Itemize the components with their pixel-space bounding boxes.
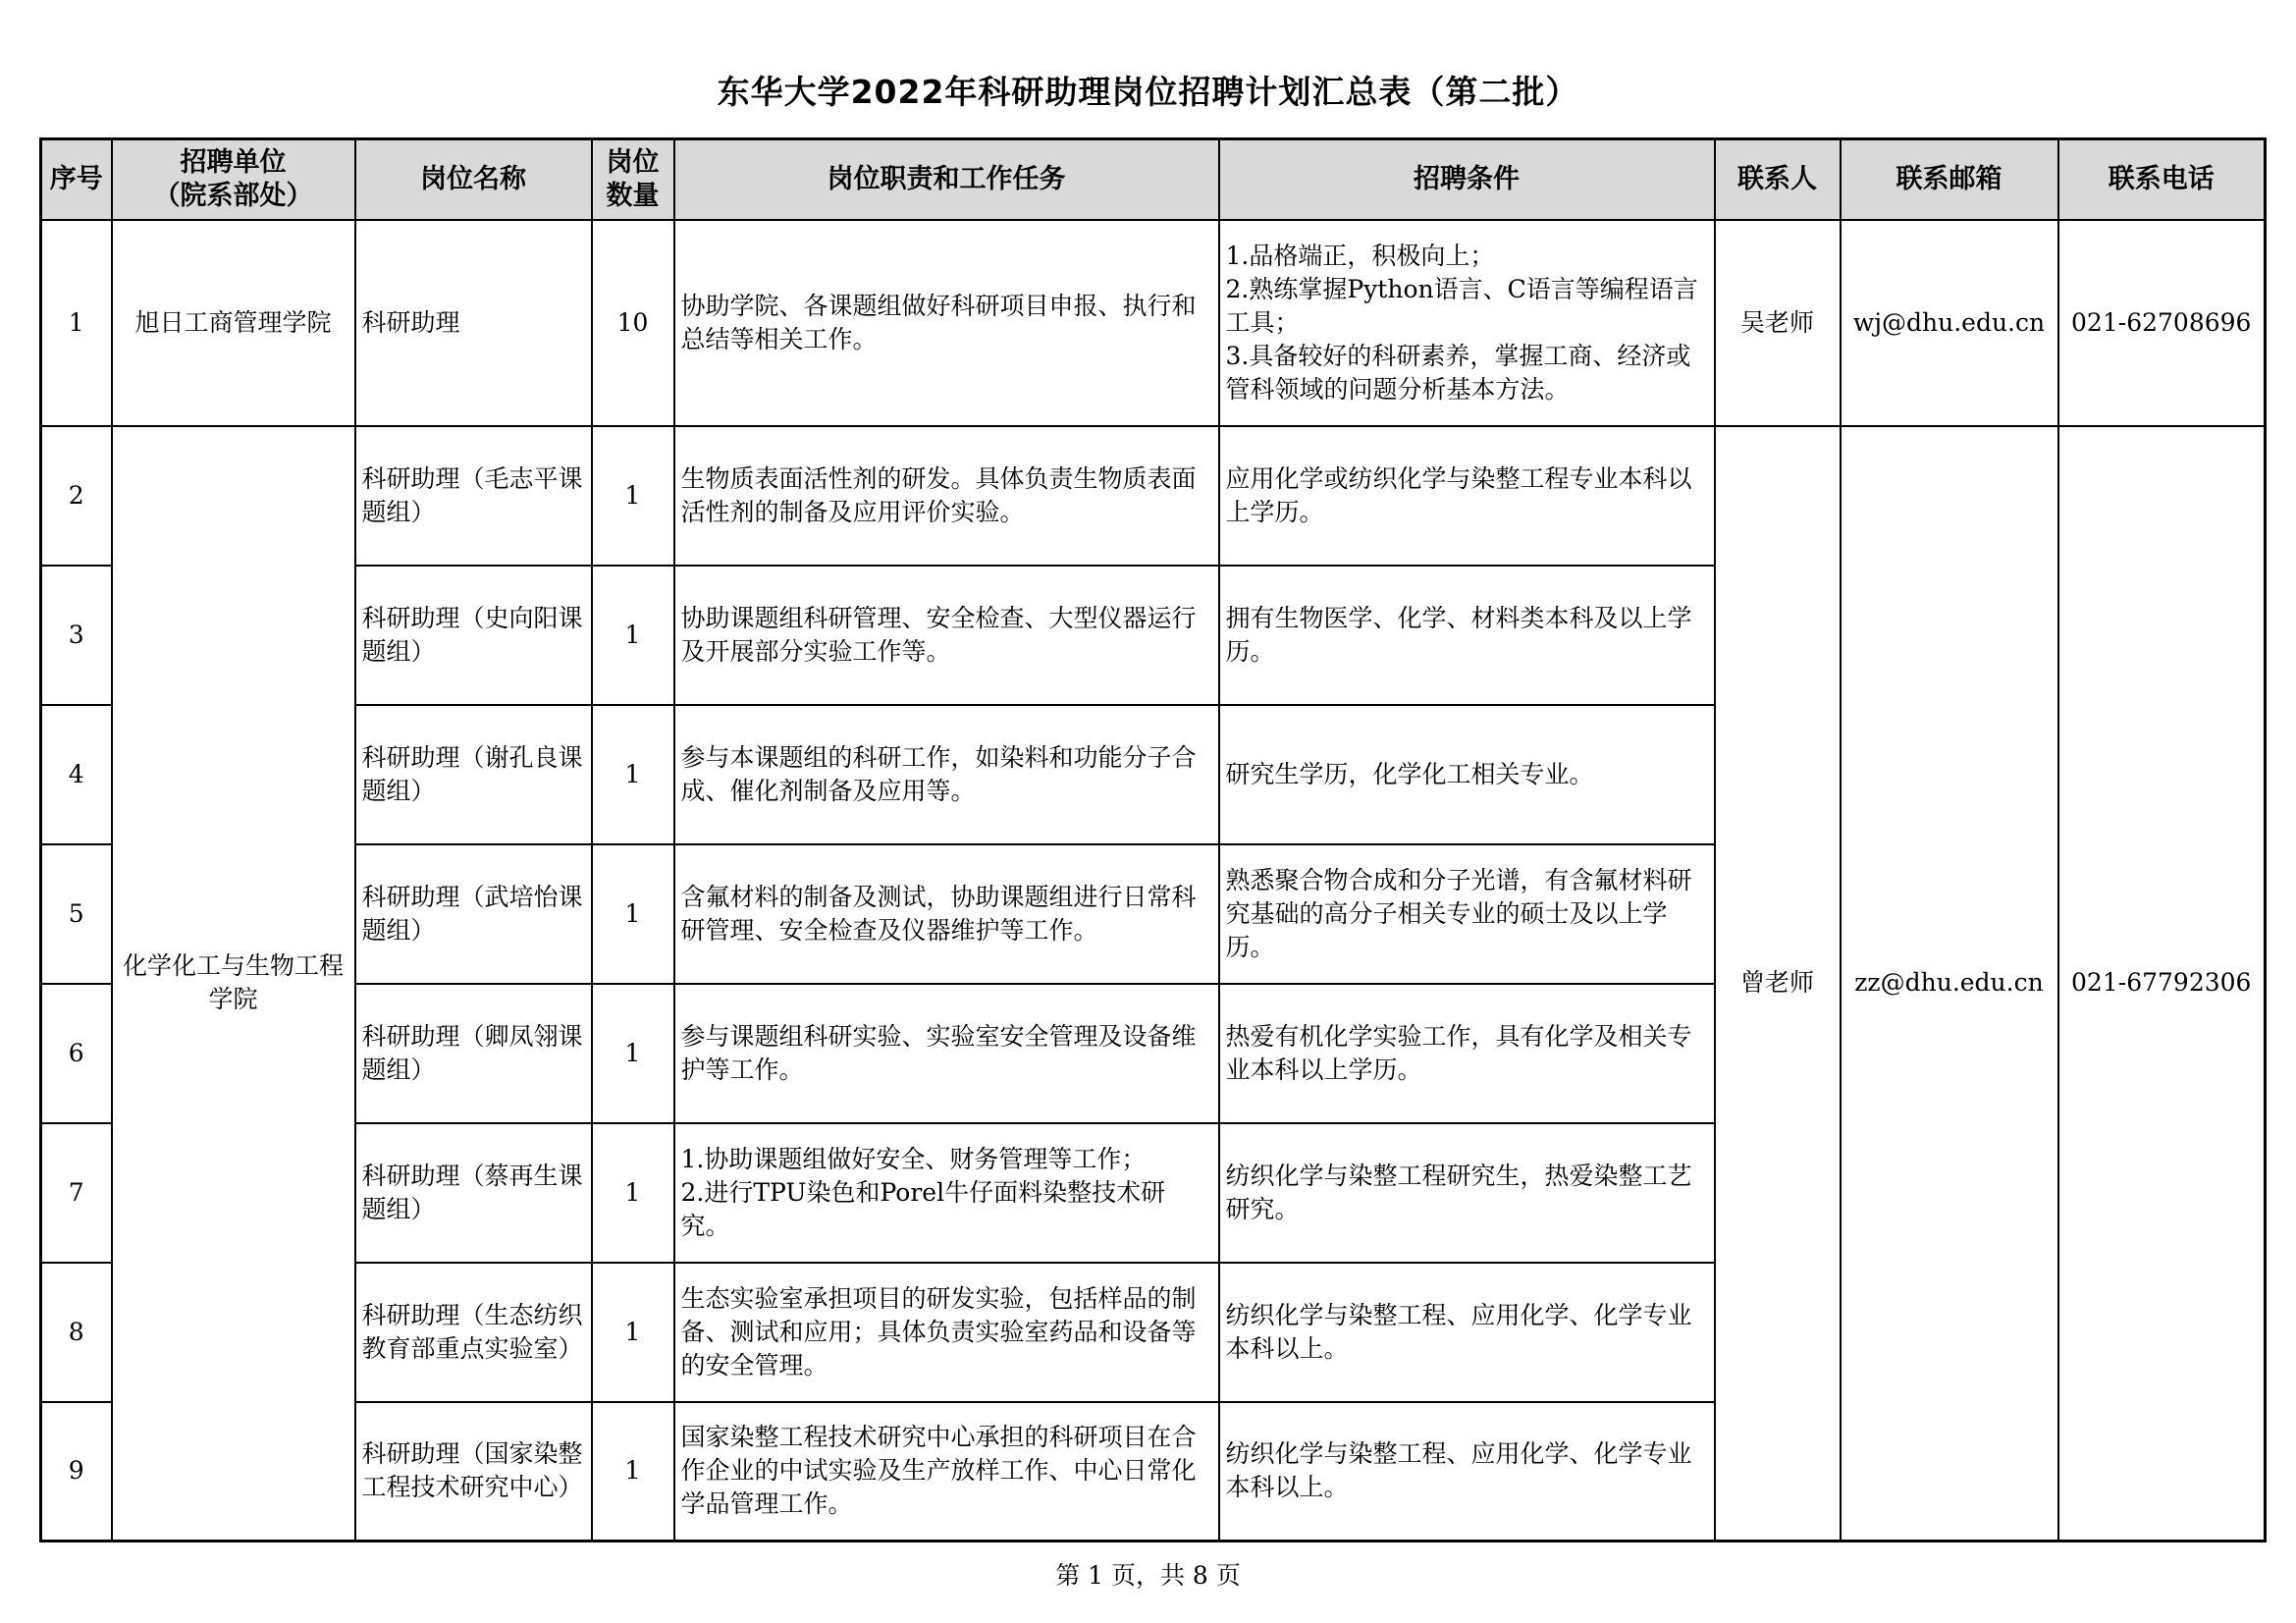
row-requirements: 熟悉聚合物合成和分子光谱，有含氟材料研究基础的高分子相关专业的硕士及以上学历。 — [1219, 844, 1715, 984]
row-seq: 9 — [41, 1402, 112, 1542]
table-row — [41, 220, 2266, 426]
header-contact: 联系人 — [1715, 139, 1841, 220]
row-requirements: 研究生学历，化学化工相关专业。 — [1219, 705, 1715, 844]
header-count: 岗位 数量 — [592, 139, 674, 220]
row-duties: 含氟材料的制备及测试，协助课题组进行日常科研管理、安全检查及仪器维护等工作。 — [674, 844, 1219, 984]
row-position: 科研助理（卿凤翎课题组） — [355, 984, 592, 1123]
row-requirements: 拥有生物医学、化学、材料类本科及以上学历。 — [1219, 566, 1715, 705]
header-duties: 岗位职责和工作任务 — [674, 139, 1219, 220]
row-requirements: 应用化学或纺织化学与染整工程专业本科以上学历。 — [1219, 426, 1715, 566]
row-count: 1 — [592, 844, 674, 984]
row-seq: 6 — [41, 984, 112, 1123]
row-count: 1 — [592, 984, 674, 1123]
row-count: 1 — [592, 1123, 674, 1263]
row-position: 科研助理（蔡再生课题组） — [355, 1123, 592, 1263]
row-duties: 生态实验室承担项目的研发实验，包括样品的制备、测试和应用；具体负责实验室药品和设备等的安全管理。 — [674, 1263, 1219, 1402]
row-duties: 参与课题组科研实验、实验室安全管理及设备维护等工作。 — [674, 984, 1219, 1123]
row-phone: 021-62708696 — [2058, 220, 2266, 426]
row-position: 科研助理（毛志平课题组） — [355, 426, 592, 566]
row-count: 1 — [592, 1263, 674, 1402]
row-position: 科研助理（武培怡课题组） — [355, 844, 592, 984]
table-body — [41, 139, 2266, 1542]
row-duties: 生物质表面活性剂的研发。具体负责生物质表面活性剂的制备及应用评价实验。 — [674, 426, 1219, 566]
row-duties: 国家染整工程技术研究中心承担的科研项目在合作企业的中试实验及生产放样工作、中心日常化学品管理工作。 — [674, 1402, 1219, 1542]
row-unit: 化学化工与生物工程学院 — [112, 426, 355, 1542]
row-email: wj@dhu.edu.cn — [1841, 220, 2058, 426]
header-email: 联系邮箱 — [1841, 139, 2058, 220]
row-contact: 曾老师 — [1715, 426, 1841, 1542]
row-requirements: 1.品格端正，积极向上； 2.熟练掌握Python语言、C语言等编程语言工具； 3.具备较好的科研素养，掌握工商、经济或管科领域的问题分析基本方法。 — [1219, 220, 1715, 426]
page-footer: 第 1 页，共 8 页 — [1055, 1561, 1241, 1590]
row-duties: 协助课题组科研管理、安全检查、大型仪器运行及开展部分实验工作等。 — [674, 566, 1219, 705]
row-count: 10 — [592, 220, 674, 426]
row-seq: 7 — [41, 1123, 112, 1263]
row-count: 1 — [592, 705, 674, 844]
row-requirements: 纺织化学与染整工程研究生，热爱染整工艺研究。 — [1219, 1123, 1715, 1263]
row-email: zz@dhu.edu.cn — [1841, 426, 2058, 1542]
row-seq: 5 — [41, 844, 112, 984]
header-row — [41, 139, 2266, 220]
recruitment-table — [39, 137, 2267, 1542]
header-unit: 招聘单位 （院系部处） — [112, 139, 355, 220]
row-seq: 8 — [41, 1263, 112, 1402]
row-phone: 021-67792306 — [2058, 426, 2266, 1542]
table-row — [41, 426, 2266, 566]
row-count: 1 — [592, 566, 674, 705]
row-contact: 吴老师 — [1715, 220, 1841, 426]
row-requirements: 纺织化学与染整工程、应用化学、化学专业本科以上。 — [1219, 1263, 1715, 1402]
row-seq: 1 — [41, 220, 112, 426]
row-position: 科研助理（生态纺织教育部重点实验室） — [355, 1263, 592, 1402]
row-seq: 4 — [41, 705, 112, 844]
header-phone: 联系电话 — [2058, 139, 2266, 220]
row-count: 1 — [592, 426, 674, 566]
row-unit: 旭日工商管理学院 — [112, 220, 355, 426]
row-requirements: 纺织化学与染整工程、应用化学、化学专业本科以上。 — [1219, 1402, 1715, 1542]
row-position: 科研助理（国家染整工程技术研究中心） — [355, 1402, 592, 1542]
header-requirements: 招聘条件 — [1219, 139, 1715, 220]
row-seq: 3 — [41, 566, 112, 705]
row-position: 科研助理（谢孔良课题组） — [355, 705, 592, 844]
row-requirements: 热爱有机化学实验工作，具有化学及相关专业本科以上学历。 — [1219, 984, 1715, 1123]
row-duties: 1.协助课题组做好安全、财务管理等工作； 2.进行TPU染色和Porel牛仔面料染整技术研究。 — [674, 1123, 1219, 1263]
header-position: 岗位名称 — [355, 139, 592, 220]
row-count: 1 — [592, 1402, 674, 1542]
row-seq: 2 — [41, 426, 112, 566]
page-title: 东华大学2022年科研助理岗位招聘计划汇总表（第二批） — [717, 73, 1579, 111]
row-duties: 协助学院、各课题组做好科研项目申报、执行和总结等相关工作。 — [674, 220, 1219, 426]
header-seq: 序号 — [41, 139, 112, 220]
row-duties: 参与本课题组的科研工作，如染料和功能分子合成、催化剂制备及应用等。 — [674, 705, 1219, 844]
row-position: 科研助理 — [355, 220, 592, 426]
row-position: 科研助理（史向阳课题组） — [355, 566, 592, 705]
